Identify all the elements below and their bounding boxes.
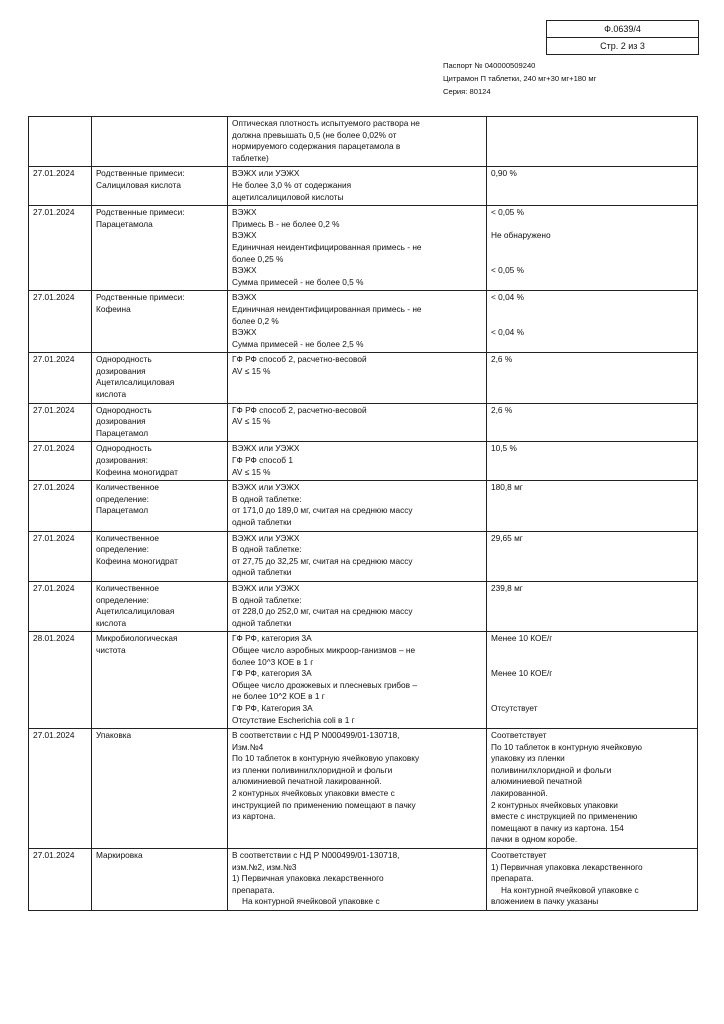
cell-line: Родственные примеси: (96, 168, 185, 179)
cell-line: Количественное (96, 582, 159, 593)
cell-line: < 0,05 % (491, 207, 524, 218)
cell-line: Сумма примесей - не более 2,5 % (232, 338, 364, 349)
cell-line: ГФ РФ способ 2, расчетно-весовой (232, 354, 367, 365)
cell-line: 27.01.2024 (33, 850, 75, 861)
cell-line: ВЭЖХ (232, 327, 257, 338)
cell-line (491, 691, 694, 703)
test-name-cell (92, 403, 228, 442)
cell-line: 180,8 мг (491, 482, 523, 493)
cell-line: ГФ РФ, Категория 3А (232, 702, 313, 713)
cell-line: Однородность (96, 354, 152, 365)
cell-line: из картона. (232, 811, 276, 822)
test-name-cell (92, 353, 228, 403)
requirement-cell (228, 167, 487, 206)
cell-line: Изм.№4 (232, 741, 264, 752)
cell-line (491, 680, 694, 692)
test-name-cell (92, 442, 228, 481)
test-name-cell (92, 291, 228, 353)
cell-line: На контурной ячейковой упаковке с (501, 884, 639, 895)
cell-line: ацетилсалициловой кислоты (232, 191, 344, 202)
result-cell (487, 581, 698, 631)
cell-line (491, 254, 694, 266)
cell-line: В одной таблетке: (232, 594, 302, 605)
cell-line: AV ≤ 15 % (232, 365, 271, 376)
table-row (29, 531, 698, 581)
cell-line: Оптическая плотность испытуемого раствора не (232, 118, 420, 128)
result-cell (487, 167, 698, 206)
cell-line: < 0,05 % (491, 265, 524, 276)
result-cell (487, 117, 698, 167)
cell-line: 28.01.2024 (33, 633, 75, 644)
requirement-cell (228, 117, 487, 167)
cell-line: ВЭЖХ или УЭЖХ (232, 443, 300, 454)
cell-line: Количественное (96, 532, 159, 543)
cell-line: Однородность (96, 443, 152, 454)
cell-line: 2,6 % (491, 404, 513, 415)
cell-line (491, 715, 694, 727)
cell-line: 239,8 мг (491, 582, 523, 593)
cell-line: ГФ РФ способ 1 (232, 455, 293, 466)
test-name-cell (92, 632, 228, 729)
passport-header (443, 59, 596, 98)
table-row (29, 581, 698, 631)
requirement-cell (228, 206, 487, 291)
test-name-cell (92, 481, 228, 531)
cell-line: лакированной. (491, 788, 548, 799)
date-cell (29, 167, 92, 206)
date-cell (29, 206, 92, 291)
date-cell (29, 353, 92, 403)
cell-line: Отсутствие Escherichia coli в 1 г (232, 714, 355, 725)
cell-line: изм.№2, изм.№3 (232, 861, 297, 872)
cell-line: Кофеина моногидрат (96, 466, 178, 477)
date-cell (29, 632, 92, 729)
result-cell (487, 353, 698, 403)
cell-line: Не обнаружено (491, 230, 551, 241)
cell-line: 1) Первичная упаковка лекарственного (232, 873, 384, 884)
cell-line: из пленки поливинилхлоридной и фольги (232, 764, 393, 775)
result-cell (487, 632, 698, 729)
cell-line: Отсутствует (491, 702, 538, 713)
date-cell (29, 481, 92, 531)
cell-line: Менее 10 КОЕ/г (491, 633, 553, 644)
cell-line: алюминиевой печатной (491, 776, 582, 787)
cell-line: Родственные примеси: (96, 207, 185, 218)
cell-line: Маркировка (96, 850, 143, 861)
date-cell (29, 729, 92, 849)
cell-line: ВЭЖХ или УЭЖХ (232, 482, 300, 493)
requirement-cell (228, 531, 487, 581)
result-cell (487, 481, 698, 531)
page-number: Стр. 2 из 3 (547, 37, 698, 54)
test-name-cell (92, 581, 228, 631)
cell-line: В одной таблетке: (232, 493, 302, 504)
requirement-cell (228, 632, 487, 729)
test-name-cell (92, 849, 228, 911)
cell-line: препарата. (491, 873, 534, 884)
cell-line: нормируемого содержания парацетамола в (232, 141, 401, 152)
result-cell (487, 442, 698, 481)
cell-line: вместе с инструкцией по применению (491, 811, 638, 822)
cell-line: Кофеина моногидрат (96, 555, 178, 566)
cell-line: ВЭЖХ или УЭЖХ (232, 582, 300, 593)
cell-line: Единичная неидентифицированная примесь - не (232, 241, 422, 252)
table-row (29, 442, 698, 481)
table-row (29, 117, 698, 167)
cell-line (491, 277, 694, 289)
form-code: Ф.0639/4 (604, 24, 641, 34)
cell-line: По 10 таблеток в контурную ячейковую упаковку (232, 753, 420, 764)
cell-line: одной таблетки (232, 567, 292, 578)
cell-line: ВЭЖХ (232, 292, 257, 303)
cell-line: Не более 3,0 % от содержания (232, 179, 352, 190)
table-row (29, 403, 698, 442)
cell-line: определение: (96, 594, 149, 605)
cell-line: 27.01.2024 (33, 292, 75, 303)
product-name: Цитрамон П таблетки, 240 мг+30 мг+180 мг (443, 74, 597, 83)
cell-line: ГФ РФ способ 2, расчетно-весовой (232, 404, 367, 415)
cell-line: Соответствует (491, 850, 547, 861)
cell-line: Количественное (96, 482, 159, 493)
cell-line: 1) Первичная упаковка лекарственного (491, 861, 643, 872)
date-cell (29, 291, 92, 353)
cell-line: более 0,25 % (232, 253, 284, 264)
result-cell (487, 206, 698, 291)
cell-line: На контурной ячейковой упаковке с (242, 896, 380, 907)
cell-line: 2,6 % (491, 354, 513, 365)
cell-line: 10,5 % (491, 443, 517, 454)
cell-line: ВЭЖХ или УЭЖХ (232, 532, 300, 543)
table-row (29, 206, 698, 291)
cell-line: помещают в пачку из картона. 154 (491, 822, 624, 833)
requirement-cell (228, 353, 487, 403)
result-cell (487, 849, 698, 911)
cell-line: таблетке) (232, 152, 269, 163)
result-cell (487, 729, 698, 849)
cell-line: кислота (96, 617, 127, 628)
test-name-cell (92, 729, 228, 849)
test-results-table (28, 116, 698, 911)
cell-line: дозирования: (96, 455, 148, 466)
cell-line: препарата. (232, 884, 275, 895)
cell-line: от 228,0 до 252,0 мг, считая на среднюю массу (232, 606, 413, 617)
cell-line: от 27,75 до 32,25 мг, считая на среднюю массу (232, 555, 413, 566)
cell-line: не более 10^2 КОЕ в 1 г (232, 691, 325, 702)
cell-line: ГФ РФ, категория 3А (232, 633, 312, 644)
table-row (29, 632, 698, 729)
cell-line: 27.01.2024 (33, 354, 75, 365)
cell-line: 27.01.2024 (33, 443, 75, 454)
cell-line: упаковку из пленки (491, 753, 565, 764)
cell-line: Единичная неидентифицированная примесь - не (232, 303, 422, 314)
cell-line: Ацетилсалициловая (96, 377, 175, 388)
cell-line: Кофеина (96, 303, 131, 314)
date-cell (29, 531, 92, 581)
test-name-cell (92, 206, 228, 291)
result-cell (487, 531, 698, 581)
cell-line: дозирования (96, 416, 146, 427)
cell-line: Общее число дрожжевых и плесневых грибов – (232, 679, 417, 690)
cell-line: дозирования (96, 365, 146, 376)
date-cell (29, 581, 92, 631)
cell-line: определение: (96, 493, 149, 504)
cell-line: < 0,04 % (491, 292, 524, 303)
cell-line: Менее 10 КОЕ/г (491, 668, 553, 679)
cell-line: одной таблетки (232, 517, 292, 527)
cell-line: 0,90 % (491, 168, 517, 179)
requirement-cell (228, 581, 487, 631)
cell-line: 27.01.2024 (33, 482, 75, 493)
cell-line (491, 645, 694, 657)
cell-line: 27.01.2024 (33, 168, 75, 179)
cell-line: Парацетамол (96, 505, 149, 516)
cell-line: Однородность (96, 404, 152, 415)
cell-line: Соответствует (491, 730, 547, 741)
cell-line: 2 контурных ячейковых упаковки (491, 799, 618, 810)
cell-line: Парацетамол (96, 427, 149, 438)
cell-line: Примесь В - не более 0,2 % (232, 218, 340, 229)
cell-line: 29,65 мг (491, 532, 523, 543)
requirement-cell (228, 481, 487, 531)
cell-line: ВЭЖХ (232, 230, 257, 241)
date-cell (29, 442, 92, 481)
cell-line: 27.01.2024 (33, 207, 75, 218)
table-row (29, 481, 698, 531)
cell-line (491, 657, 694, 669)
cell-line: кислота (96, 389, 127, 400)
test-name-cell (92, 167, 228, 206)
cell-line: ВЭЖХ или УЭЖХ (232, 168, 300, 179)
test-results-body (29, 117, 698, 911)
cell-line: 27.01.2024 (33, 730, 75, 741)
cell-line: По 10 таблеток в контурную ячейковую (491, 741, 643, 752)
requirement-cell (228, 291, 487, 353)
cell-line (491, 304, 694, 316)
cell-line: AV ≤ 15 % (232, 466, 271, 477)
table-row (29, 353, 698, 403)
cell-line: ГФ РФ, категория 3А (232, 668, 312, 679)
date-cell (29, 403, 92, 442)
cell-line: от 171,0 до 189,0 мг, считая на среднюю массу (232, 505, 413, 516)
series-number: Серия: 80124 (443, 87, 491, 96)
cell-line: одной таблетки (232, 617, 292, 628)
table-row (29, 167, 698, 206)
table-row (29, 291, 698, 353)
cell-line: ВЭЖХ (232, 265, 257, 276)
cell-line: Упаковка (96, 730, 132, 741)
cell-line: поливинилхлоридной и фольги (491, 764, 612, 775)
cell-line: Родственные примеси: (96, 292, 185, 303)
cell-line: вложением в пачку указаны (491, 896, 599, 907)
cell-line: Микробиологическая (96, 633, 178, 644)
cell-line: Парацетамола (96, 218, 153, 229)
cell-line (491, 316, 694, 328)
requirement-cell (228, 442, 487, 481)
cell-line: Сумма примесей - не более 0,5 % (232, 276, 364, 287)
cell-line: В одной таблетке: (232, 544, 302, 555)
cell-line: Общее число аэробных микроор-ганизмов – не (232, 644, 416, 655)
cell-line: В соответствии с НД Р N000499/01-130718, (232, 730, 400, 741)
cell-line: 2 контурных ячейковых упаковки вместе с (232, 788, 395, 799)
cell-line (491, 219, 694, 231)
cell-line: пачки в одном коробе. (491, 834, 578, 845)
cell-line: инструкцией по применению помещают в пачку (232, 799, 416, 810)
cell-line: < 0,04 % (491, 327, 524, 338)
table-row (29, 729, 698, 849)
cell-line: 27.01.2024 (33, 404, 75, 415)
cell-line: AV ≤ 15 % (232, 416, 271, 427)
cell-line: 27.01.2024 (33, 582, 75, 593)
cell-line: должна превышать 0,5 (не более 0,02% от (232, 129, 397, 140)
passport-number: Паспорт № 040000509240 (443, 61, 536, 70)
result-cell (487, 403, 698, 442)
cell-line: Салициловая кислота (96, 179, 181, 190)
cell-line (491, 339, 694, 351)
test-name-cell (92, 531, 228, 581)
cell-line: более 0,2 % (232, 315, 279, 326)
cell-line: более 10^3 КОЕ в 1 г (232, 656, 314, 667)
requirement-cell (228, 849, 487, 911)
cell-line: чистота (96, 644, 126, 655)
form-code-box (546, 20, 699, 55)
cell-line: алюминиевой печатной лакированной. (232, 776, 382, 787)
cell-line: 27.01.2024 (33, 532, 75, 543)
cell-line: определение: (96, 544, 149, 555)
cell-line: В соответствии с НД Р N000499/01-130718, (232, 850, 400, 861)
cell-line: Ацетилсалициловая (96, 606, 175, 617)
table-row (29, 849, 698, 911)
cell-line: ВЭЖХ (232, 207, 257, 218)
result-cell (487, 291, 698, 353)
requirement-cell (228, 403, 487, 442)
test-name-cell (92, 117, 228, 167)
requirement-cell (228, 729, 487, 849)
date-cell (29, 117, 92, 167)
date-cell (29, 849, 92, 911)
cell-line (491, 242, 694, 254)
